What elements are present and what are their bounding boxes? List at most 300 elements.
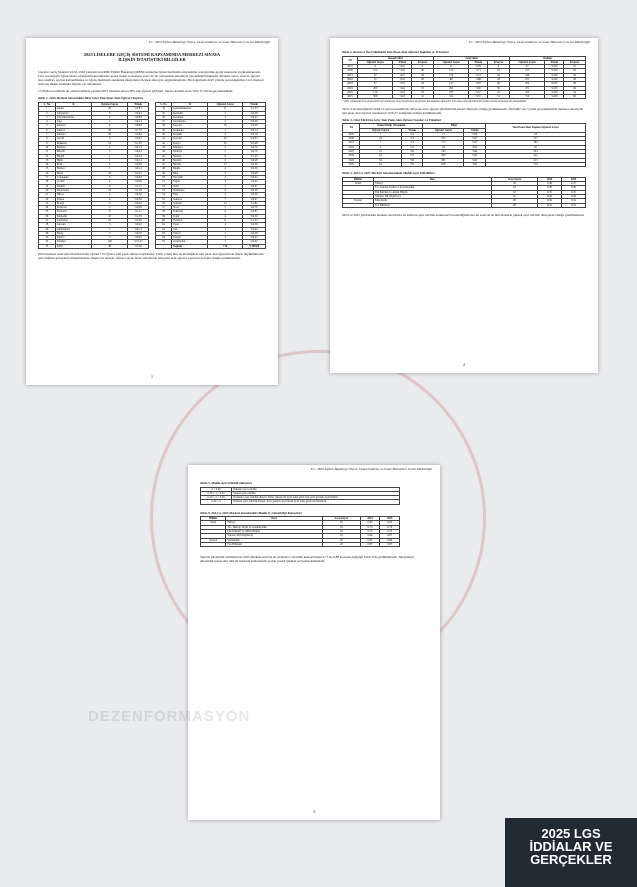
table-cell: Rize: [171, 193, 207, 197]
table-cell: %1,81: [242, 201, 265, 205]
table-cell: Samsun: [171, 201, 207, 205]
table-cell: %1,95: [128, 141, 149, 145]
table-cell: Yabancı Dil (İngilizce): [226, 534, 323, 538]
table-cell: 0,75: [380, 530, 400, 534]
table-cell: 43: [156, 145, 172, 149]
table-cell: %3,48: [242, 141, 265, 145]
table-cell: %33: [393, 82, 412, 86]
table-cell: 10: [39, 145, 56, 149]
table-cell: Erzincan: [55, 206, 91, 210]
table-cell: 26: [39, 214, 56, 218]
table-cell: %32: [393, 77, 412, 81]
table-cell: 11: [39, 150, 56, 154]
table-cell: 246: [509, 73, 544, 77]
table-row: [201, 500, 400, 504]
page-header: T.C. Milli Eğitim Bakanlığı Ölçme, Değerlendirme ve Sınav Hizmetleri Genel Müdürlüğü: [468, 40, 590, 44]
table-cell: 25: [208, 141, 243, 145]
table-cell: Kastamonu: [171, 120, 207, 124]
table2: Yıl Resmî Okul Özel Okul Toplam Öğrenci Sayısı Yüzde İl Sayısı Öğrenci Sayısı Yüzde İl Sayısı Öğrenci Sayısı Yüzde İl Sayısı 2019 6 %22 4 21 %78 6 27 %100 10 2020 212 %29 36 515 %71 55 727 %100 65 2021 67 %27 29 179 %73 22 246 %100 42 2022 32 %32 20 69 %68 28 101 %100 36 2023 67 %33 24 137 %67 40 204 %100 49 2024 209 %44 33 262 %56 50 471 %100 64 2025 176 %43 53 237 %57 41 413 %100 54 2025 308 %43 41 411 %57 52 719 %100 66: [342, 56, 586, 100]
table-cell: 2020: [343, 137, 360, 141]
table-cell: 3: [208, 236, 243, 240]
table-cell: 2: [92, 163, 128, 167]
document-page-3: [188, 465, 440, 820]
table-cell: T.C. İnkılap Tarihi ve Atatürkçülük: [226, 525, 323, 529]
table-cell: %100: [545, 95, 564, 99]
table-cell: 140: [92, 240, 128, 244]
table-cell: 26: [92, 133, 128, 137]
table-cell: %2,50: [242, 124, 265, 128]
table-cell: 6: [92, 176, 128, 180]
table-cell: 36: [563, 77, 585, 81]
table-cell: 515: [433, 69, 468, 73]
table-cell: %57: [469, 95, 488, 99]
table-cell: Nevşehir: [171, 176, 207, 180]
table-cell: %0,42: [128, 236, 149, 240]
table-cell: 40: [156, 133, 172, 137]
table-cell: Zonguldak: [171, 240, 207, 244]
table-cell: 175: [423, 141, 464, 145]
table-cell: 55: [156, 197, 172, 201]
table-cell: %100: [545, 90, 564, 94]
table-cell: 32: [360, 158, 401, 162]
table-cell: 2: [208, 111, 243, 115]
table-cell: 64: [563, 86, 585, 90]
table-cell: 4: [92, 180, 128, 184]
table-cell: Fen Bilimleri: [373, 203, 491, 207]
table-cell: %5,01: [128, 171, 149, 175]
table-cell: 35: [156, 111, 172, 115]
table-cell: 11: [208, 107, 243, 111]
table-cell: Bolu: [55, 163, 91, 167]
table-cell: %0,70: [242, 206, 265, 210]
table1-caption: Tablo 1. 2025 Merkezi Sınavındaki İllere Göre Tam Puan Alan Öğrenci Sayıları: [38, 96, 143, 101]
table-cell: 17: [423, 132, 464, 136]
table-cell: %0,14: [128, 167, 149, 171]
table-cell: %22: [393, 65, 412, 69]
table-cell: Yetersiz ayırt edicilik düzeyi. Soru gözden geçirilerek ayırt etme gücü artırılmalıdır.: [232, 500, 400, 504]
table-header-cell: Bölüm: [201, 517, 226, 521]
page-number: 2: [463, 362, 465, 367]
table-cell: %6: [401, 150, 423, 154]
table4: [342, 177, 586, 208]
document-page-2: [330, 38, 598, 373]
table-cell: %68: [469, 77, 488, 81]
table-cell: Amasya: [55, 124, 91, 128]
table-cell: %0,56: [128, 180, 149, 184]
table-cell: 20: [323, 538, 361, 542]
table-cell: 33: [412, 86, 434, 90]
table-cell: %0,70: [242, 150, 265, 154]
table-cell: 1: [92, 158, 128, 162]
table-cell: %0,28: [128, 163, 149, 167]
table-cell: %100: [545, 65, 564, 69]
table-cell: %0,28: [242, 111, 265, 115]
table-cell: %0,42: [242, 236, 265, 240]
table-cell: Giresun: [55, 223, 91, 227]
table-cell: 0,76: [380, 525, 400, 529]
table-cell: %8: [401, 158, 423, 162]
table-cell: %43: [393, 90, 412, 94]
table-cell: Yüksek ayırt edicilik: [232, 487, 400, 491]
table-cell: 0,36: [562, 186, 586, 190]
table-cell: 0,55: [538, 203, 562, 207]
table-cell: %0,28: [128, 206, 149, 210]
table-cell: 32: [39, 240, 56, 244]
table-cell: 32: [358, 77, 393, 81]
table-cell: 182: [486, 141, 586, 145]
table-cell: 0,38: [538, 186, 562, 190]
table-cell: 0,49: [538, 194, 562, 198]
table-cell: %0,42: [242, 176, 265, 180]
table-cell: 24: [412, 82, 434, 86]
table1-right: [155, 102, 266, 249]
table-cell: %73: [469, 73, 488, 77]
table-cell: 0,73: [360, 525, 380, 529]
table-header-cell: İl: [171, 102, 207, 106]
table-cell: 3: [208, 180, 243, 184]
table-cell: 1: [92, 120, 128, 124]
table-cell: Tekirdağ: [171, 210, 207, 214]
table-cell: Ordu: [171, 184, 207, 188]
table-cell: Fen Bilimleri: [226, 542, 323, 546]
table-cell: 2022: [343, 77, 358, 81]
table-cell: 719: [486, 162, 586, 166]
table-cell: %0,56: [242, 193, 265, 197]
table-cell: 21: [433, 65, 468, 69]
table-cell: Muğla: [171, 167, 207, 171]
reliability-paragraph: Yapılan güvenirlik analizlerinde 2025 merkezi sınavda alt testlerin iç tutarlılık katsayılarının 0,75 ile 0,88 arasında değiştiği Tablo 6'da görülmektedir. Hesaplanan güvenirlik katsayıları tüm alt testlerde psikometrik açıdan yeterli görülen seviyenin üstündedir.: [200, 555, 414, 564]
table-cell: 7: [208, 184, 243, 188]
table-cell: %91: [464, 162, 486, 166]
table-cell: 5: [208, 150, 243, 154]
table-cell: Hatay: [55, 231, 91, 235]
table-cell: 3: [208, 115, 243, 119]
table-cell: 1: [92, 145, 128, 149]
table-cell: 44: [156, 150, 172, 154]
table-cell: %19,47: [128, 240, 149, 244]
table-cell: %3: [401, 137, 423, 141]
participation-paragraph: 15 Haziran tarihinde iki oturum hâlinde yapılan 2025 merkezi sınava 983.142 öğrenci girmiştir. Sınava katılım oranı %91,37 olarak gerçekleşmiştir.: [38, 89, 234, 94]
table-cell: 3: [92, 236, 128, 240]
table-cell: 1: [92, 167, 128, 171]
table-cell: 0,48: [538, 182, 562, 186]
table-cell: 727: [486, 137, 586, 141]
table-cell: 25: [39, 210, 56, 214]
table-cell: 0,56: [538, 199, 562, 203]
table-cell: Denizli: [55, 184, 91, 188]
table-cell: %2,36: [242, 163, 265, 167]
table-cell: 16: [39, 171, 56, 175]
table-cell: %0,56: [128, 193, 149, 197]
table-cell: 4: [92, 197, 128, 201]
table-cell: 20: [323, 521, 361, 525]
table-cell: Elazığ: [55, 201, 91, 205]
watermark-text: DEZENFORMASYON: [88, 708, 251, 725]
table-header-cell: S. No: [39, 102, 56, 106]
table-cell: Bilecik: [55, 150, 91, 154]
table-cell: 34: [156, 107, 172, 111]
table-cell: 41: [488, 90, 510, 94]
table-cell: 5: [208, 206, 243, 210]
table-cell: 2025: [343, 95, 358, 99]
table-cell: %100,00: [242, 244, 265, 248]
table-cell: 29: [412, 73, 434, 77]
table-cell: 3: [92, 111, 128, 115]
table-cell: %0,83: [128, 176, 149, 180]
table-cell: %0,56: [242, 214, 265, 218]
table-cell: Çorum: [55, 180, 91, 184]
table-cell: 12: [360, 150, 401, 154]
table-cell: Kütahya: [171, 145, 207, 149]
table-cell: 2021: [343, 141, 360, 145]
table-cell: %44: [393, 86, 412, 90]
table-cell: 10: [492, 186, 538, 190]
table-cell: 2: [208, 158, 243, 162]
table-cell: 14: [39, 163, 56, 167]
table-cell: 62: [156, 227, 172, 231]
table-cell: Sayısal: [201, 538, 226, 542]
table-cell: 10: [92, 214, 128, 218]
table-cell: 2023: [343, 82, 358, 86]
table-header-cell: Yüzde: [128, 102, 149, 106]
table-cell: Eskişehir: [55, 214, 91, 218]
table2-note: * 2025 yılında tüm Lise programları için kontenjan sınavına girerek Lise girişine hak kazanan öğrenciler için sonuç alan öğrencilerden dolayı sistem ait tamam mü alınmaktadır.: [342, 100, 527, 104]
table-cell: %0,56: [242, 188, 265, 192]
table-cell: 0,20 ≤ d ≤ 0,29: [201, 496, 232, 500]
table-cell: 2024: [343, 86, 358, 90]
table-cell: %43: [393, 95, 412, 99]
table-cell: %97: [464, 141, 486, 145]
table-cell: 0,82: [380, 521, 400, 525]
table-cell: 2: [208, 231, 243, 235]
table-cell: 64: [156, 236, 172, 240]
table-cell: 56: [156, 201, 172, 205]
table-cell: Karaman: [171, 115, 207, 119]
table-cell: 0,35: [538, 190, 562, 194]
table-cell: %71: [469, 69, 488, 73]
table-cell: 3: [92, 137, 128, 141]
table-cell: 209: [358, 86, 393, 90]
table-cell: Yalova: [171, 231, 207, 235]
table-cell: %0,14: [242, 128, 265, 132]
table-cell: 50: [488, 86, 510, 90]
table-cell: 412: [486, 154, 586, 158]
table-cell: 24: [39, 206, 56, 210]
table-cell: İzmir: [55, 244, 91, 248]
table-cell: 41: [412, 95, 434, 99]
table-cell: 24: [360, 154, 401, 158]
table-cell: 0,30 ≤ d ≤ 0,39: [201, 491, 232, 495]
table-cell: %3: [401, 145, 423, 149]
table-cell: 0,87: [380, 534, 400, 538]
table-cell: 49: [156, 171, 172, 175]
table-cell: Kocaeli: [171, 137, 207, 141]
table-cell: %0,56: [242, 223, 265, 227]
table-cell: Türkçe: [226, 521, 323, 525]
table-cell: 40: [488, 82, 510, 86]
table-cell: 9: [39, 141, 56, 145]
table-cell: %0,97: [242, 197, 265, 201]
table-cell: 2024: [343, 154, 360, 158]
table-cell: %5: [401, 154, 423, 158]
table-cell: Adana: [55, 107, 91, 111]
table-cell: %0,42: [128, 223, 149, 227]
table-cell: 53: [412, 90, 434, 94]
table-header-cell: Bölüm: [343, 177, 374, 181]
table-cell: Bingöl: [55, 154, 91, 158]
table-cell: 0,53: [562, 203, 586, 207]
table-cell: 413: [486, 158, 586, 162]
table-cell: Karabük: [171, 111, 207, 115]
table-cell: 6: [92, 115, 128, 119]
table-cell: 7: [360, 141, 401, 145]
table-cell: 6: [488, 65, 510, 69]
table4-analysis-paragraph: 2024 ve 2025 yıllarındaki merkezi sınavlarda alt testlerin ayırt edicilik endekslerİ incelendiğinde her iki sınavda da tüm derslerin yüksek ayırt edicilik düzeyinde olduğu görülmektedir.: [342, 212, 585, 217]
table-cell: 0,20 > d: [201, 500, 232, 504]
table-cell: 46: [156, 158, 172, 162]
table-cell: %0,42: [128, 150, 149, 154]
page-header: T.C. Milli Eğitim Bakanlığı Ölçme, Değerlendirme ve Sınav Hizmetleri Genel Müdürlüğü: [148, 40, 270, 44]
table-header-cell: Öğrenci Sayısı: [92, 102, 128, 106]
table-cell: %3,62: [128, 133, 149, 137]
page-number: 1: [151, 374, 153, 379]
table-cell: Yabancı Dil (İngilizce): [373, 194, 491, 198]
table-cell: 15: [39, 167, 56, 171]
table-cell: 3: [92, 150, 128, 154]
table-cell: %100: [545, 73, 564, 77]
table-cell: 6: [358, 65, 393, 69]
table-cell: 1: [360, 132, 401, 136]
table-cell: 5: [39, 124, 56, 128]
table-cell: 94: [423, 145, 464, 149]
table-cell: %0,42: [242, 240, 265, 244]
table-cell: 4: [208, 167, 243, 171]
table-cell: 45: [156, 154, 172, 158]
table-cell: Gümüşhane: [55, 227, 91, 231]
table-cell: %5,56: [128, 244, 149, 248]
table-cell: Sakarya: [171, 197, 207, 201]
table-cell: 52: [156, 184, 172, 188]
table-cell: %95: [464, 154, 486, 158]
table-cell: 31: [39, 236, 56, 240]
table-cell: 49: [563, 82, 585, 86]
table-cell: 0,54: [562, 199, 586, 203]
table-cell: %0,42: [242, 227, 265, 231]
table-cell: Burdur: [55, 167, 91, 171]
table-cell: 36: [412, 69, 434, 73]
table-cell: 2024: [343, 158, 360, 162]
table-cell: 192: [423, 150, 464, 154]
table-cell: 20: [39, 188, 56, 192]
table-cell: %67: [469, 82, 488, 86]
table-cell: 1: [92, 227, 128, 231]
table-cell: %100: [545, 82, 564, 86]
table-cell: 2: [208, 120, 243, 124]
table1-left: [38, 102, 149, 249]
table-cell: Kahramanmaraş: [171, 107, 207, 111]
table-cell: 66: [563, 95, 585, 99]
table-cell: 10: [492, 190, 538, 194]
table-cell: 41: [156, 137, 172, 141]
table-cell: 13: [208, 201, 243, 205]
table-cell: Din Kültürü ve Ahlak Bilgisi: [373, 190, 491, 194]
table-cell: T.C. İnkılap Tarihi ve Atatürkçülük: [373, 186, 491, 190]
table-cell: %0,14: [128, 145, 149, 149]
table-cell: Trabzon: [171, 218, 207, 222]
table-cell: %0,42: [242, 180, 265, 184]
page-number: 3: [313, 809, 315, 814]
table-cell: 2019: [343, 132, 360, 136]
table-cell: 0,75: [360, 530, 380, 534]
table-cell: Mardin: [171, 158, 207, 162]
table-cell: 0,35: [562, 190, 586, 194]
table-cell: %4,03: [242, 137, 265, 141]
table-cell: 22: [488, 73, 510, 77]
table-cell: 179: [433, 73, 468, 77]
table-cell: 0,86: [380, 538, 400, 542]
table-cell: 63: [156, 231, 172, 235]
table-header-cell: 2024: [360, 517, 380, 521]
table-cell: 59: [156, 214, 172, 218]
table-cell: 6: [39, 128, 56, 132]
table-row: [343, 95, 586, 99]
table-cell: %1,53: [242, 218, 265, 222]
table-cell: Sayısal: [343, 199, 374, 203]
table-cell: %4: [401, 132, 423, 136]
table-cell: %0,97: [242, 184, 265, 188]
table-cell: 18: [486, 132, 586, 136]
table-cell: 53: [156, 188, 172, 192]
table3: Yıl İmam Hatip Ortaokulu Diğer Tam Puan Alan Toplam Öğrenci Sayısı Öğrenci Sayısı Yüzde Öğrenci Sayısı Yüzde 2019 1 %4 17 %94 18 2020 24 %3 703 %97 727 2021 7 %3 175 %97 182 2022 3 %3 94 %97 97 2023 12 %6 192 %94 204 2024 24 %5 390 %95 412 2024 32 %8 381 %92 413 2025 63 %9 656 %91 719: [342, 123, 586, 167]
table-cell: %100: [545, 69, 564, 73]
table-cell: %0,83: [128, 115, 149, 119]
table2-caption: Tablo 2. Resmî ve Özel Okullarda Tam Puan Alan Öğrenci Dağılımı ve İl Sayıları: [342, 50, 449, 54]
table-cell: %1,39: [128, 214, 149, 218]
table-cell: 0,49: [562, 194, 586, 198]
table-cell: Van: [171, 227, 207, 231]
table-cell: 5: [208, 133, 243, 137]
table-cell: 6: [208, 210, 243, 214]
table-cell: 22: [39, 197, 56, 201]
table-cell: 29: [208, 137, 243, 141]
table-cell: %3,20: [128, 218, 149, 222]
table-cell: %0,14: [128, 154, 149, 158]
table-row: [343, 162, 586, 166]
table-cell: 48: [156, 167, 172, 171]
table-cell: Mersin: [171, 163, 207, 167]
table-cell: 0,83: [360, 521, 380, 525]
table-cell: 2020: [343, 69, 358, 73]
table-cell: Türkçe: [373, 182, 491, 186]
table-cell: 3: [360, 145, 401, 149]
table-cell: 54: [156, 193, 172, 197]
table-cell: %9: [401, 162, 423, 166]
table-cell: 27: [39, 218, 56, 222]
table-header-cell: Ders: [226, 517, 323, 521]
table-cell: 67: [358, 82, 393, 86]
table-cell: Gaziantep: [55, 218, 91, 222]
table-cell: [201, 542, 226, 546]
table-cell: Osmaniye: [171, 188, 207, 192]
table-cell: Erzurum: [55, 210, 91, 214]
table-cell: 4: [208, 214, 243, 218]
table-cell: Toplam: [171, 244, 207, 248]
table-cell: 20: [92, 107, 128, 111]
title-badge: [505, 818, 637, 887]
table-cell: Kırşehir: [171, 133, 207, 137]
table-cell: Matematik: [226, 538, 323, 542]
table-cell: 60: [156, 218, 172, 222]
